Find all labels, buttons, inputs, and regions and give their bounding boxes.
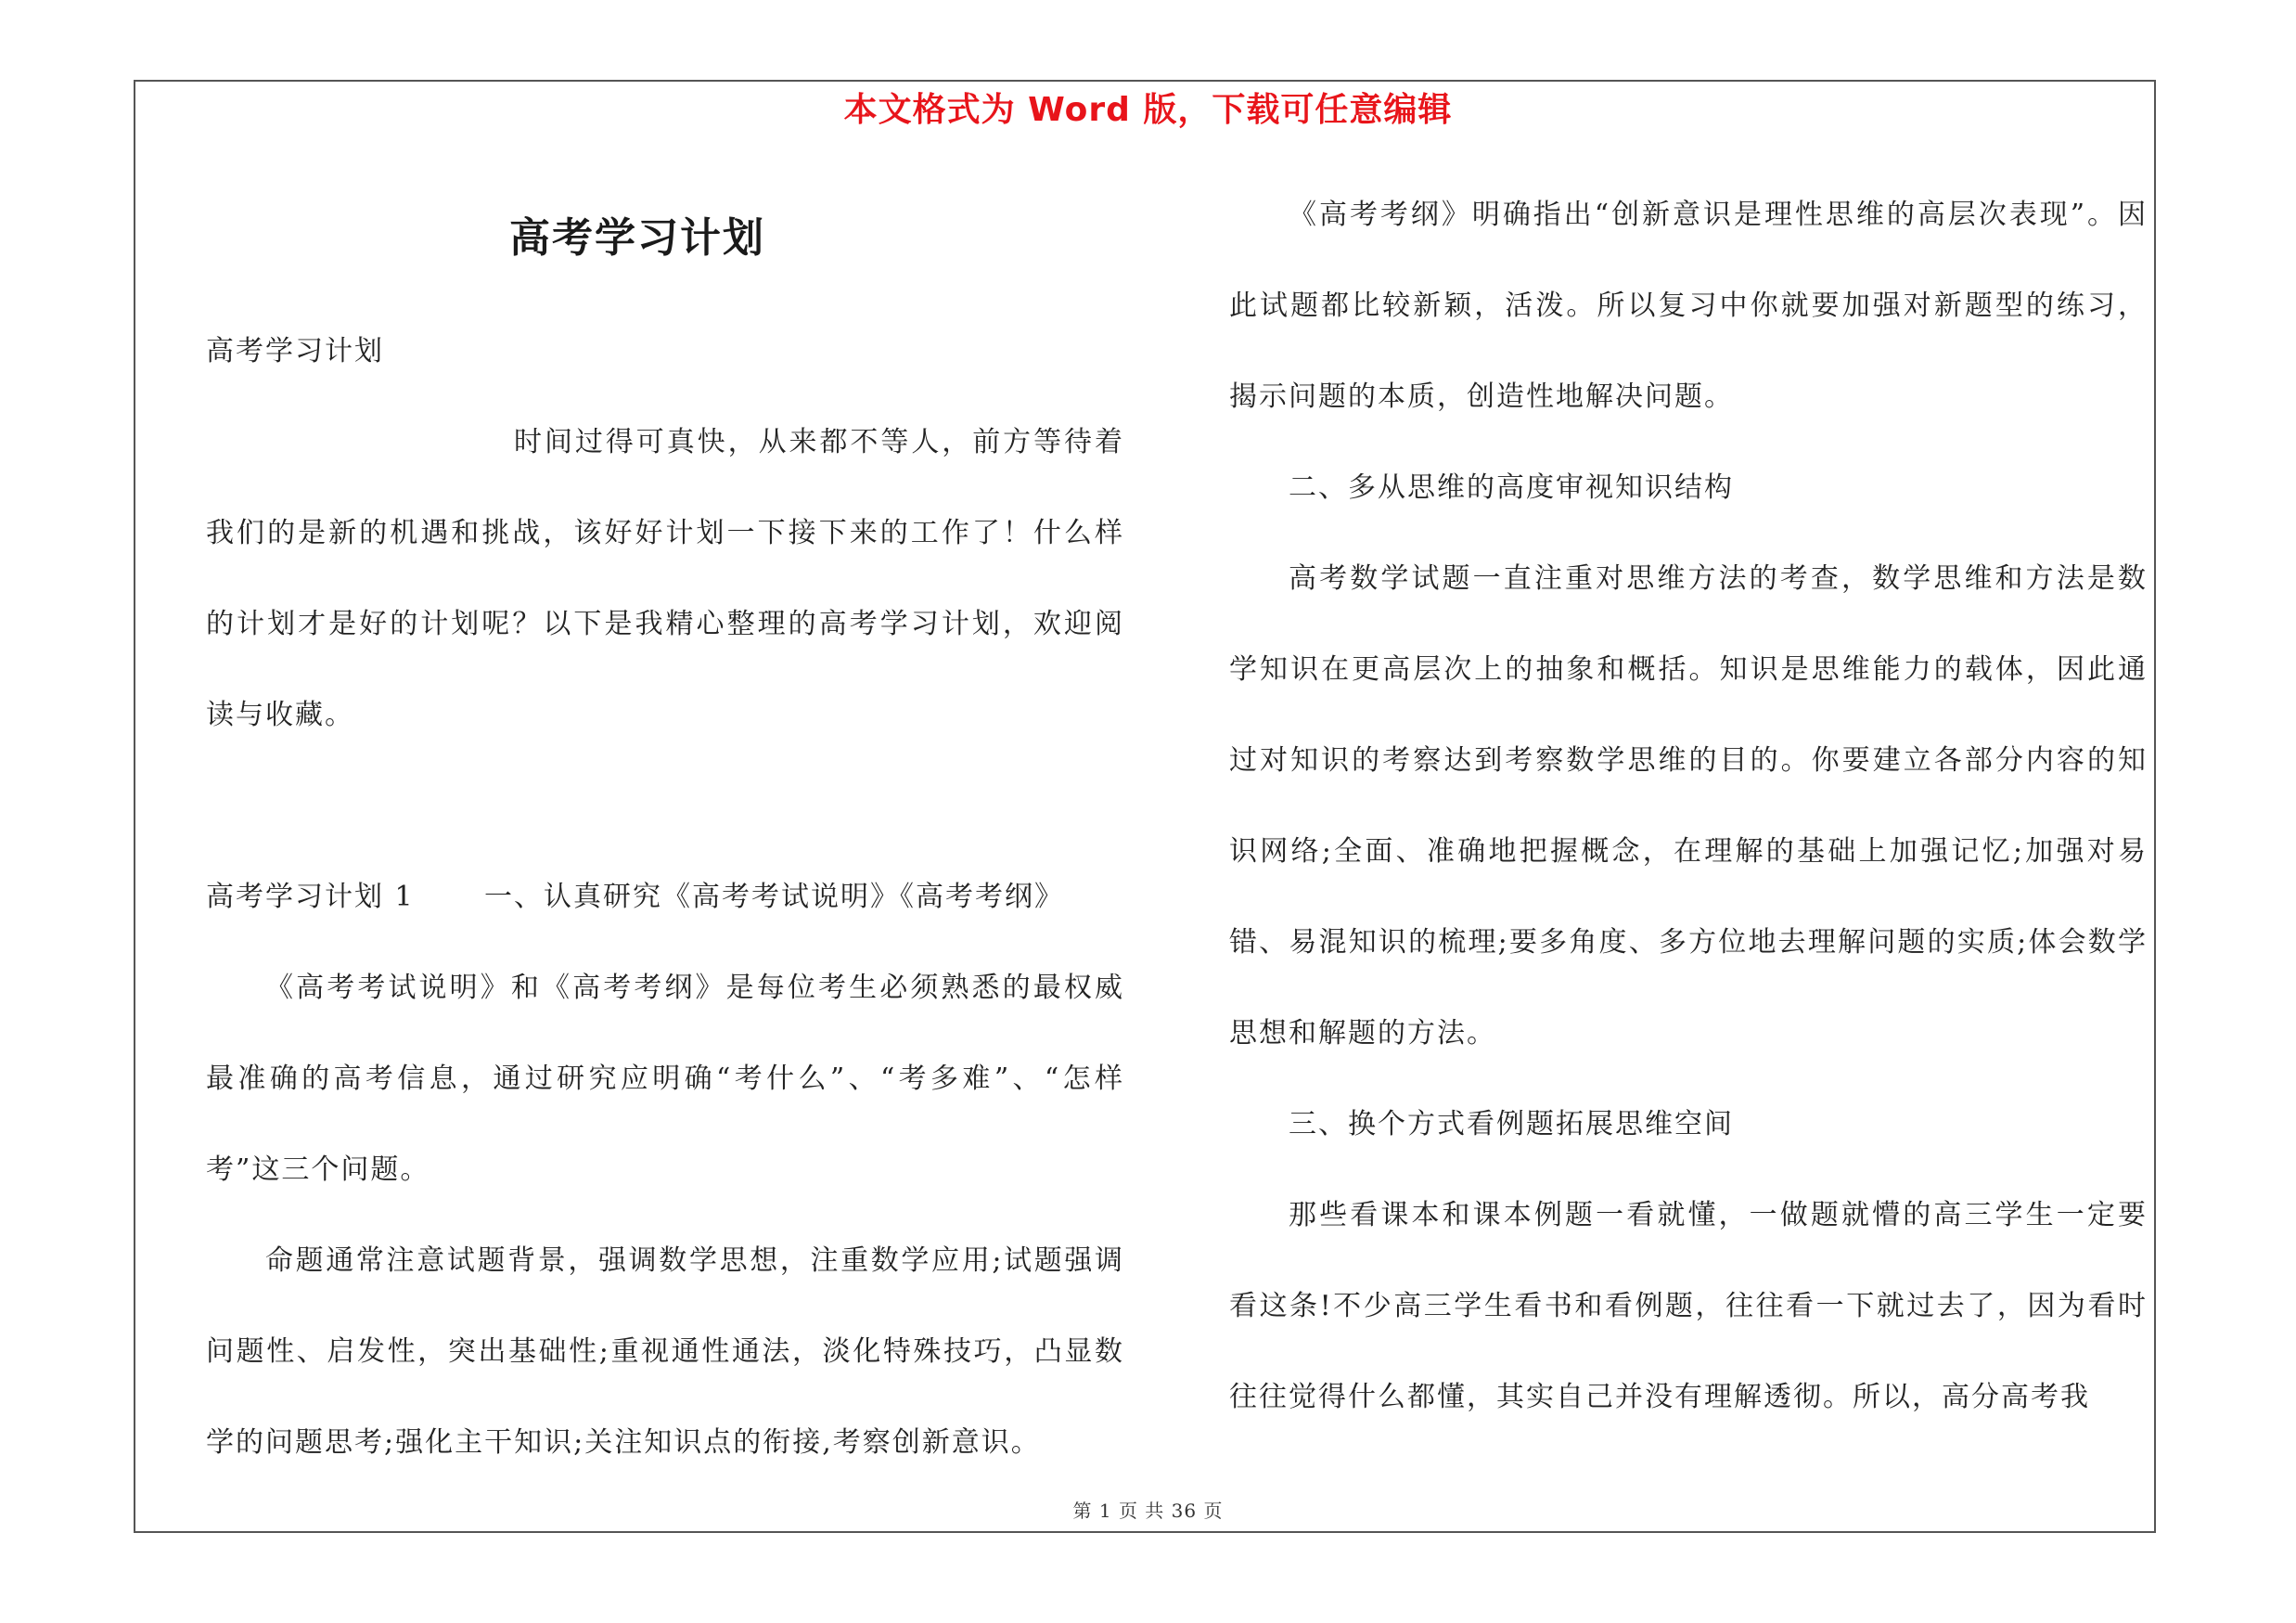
subtitle: 高考学习计划 — [206, 335, 384, 367]
paragraph: 那些看课本和课本例题一看就懂，一做题就懵的高三学生一定要看这条!不少高三学生看书和看例题，往往看一下就过去了，因为看时往往觉得什么都懂，其实自己并没有理解透彻。所以，高分高考我 — [1229, 1199, 2148, 1413]
section-heading: 三、换个方式看例题拓展思维空间 — [1289, 1108, 1734, 1140]
page-footer: 第 1 页 共 36 页 — [1072, 1500, 1224, 1522]
section-label: 高考学习计划 1 — [206, 881, 415, 913]
paragraph: 命题通常注意试题背景，强调数学思想，注重数学应用;试题强调问题性、启发性，突出基础性;重视通性通法，淡化特殊技巧，凸显数学的问题思考;强化主干知识;关注知识点的衔接,考察创新意识。 — [206, 1244, 1124, 1459]
format-banner: 本文格式为 Word 版，下载可任意编辑 — [843, 91, 1453, 129]
spacer — [206, 761, 1124, 852]
intro-paragraph: 时间过得可真快，从来都不等人，前方等待着我们的是新的机遇和挑战，该好好计划一下接下来的工作了！什么样的计划才是好的计划呢？以下是我精心整理的高考学习计划，欢迎阅读与收藏。 — [206, 426, 1124, 731]
left-column — [206, 306, 1124, 1488]
paragraph: 高考数学试题一直注重对思维方法的考查，数学思维和方法是数学知识在更高层次上的抽象和概括。知识是思维能力的载体，因此通过对知识的考察达到考察数学思维的目的。你要建立各部分内容的知识网络;全面、准确地把握概念，在理解的基础上加强记忆;加强对易错、易混知识的梳理;要多角度、多方位地去理解问题的实质;体会数学思想和解题的方法。 — [1229, 562, 2148, 1050]
right-column — [1229, 170, 2148, 1443]
section-heading-line — [206, 852, 1124, 943]
paragraph: 《高考考纲》明确指出“创新意识是理性思维的高层次表现”。因此试题都比较新颖，活泼。所以复习中你就要加强对新题型的练习，揭示问题的本质，创造性地解决问题。 — [1229, 199, 2148, 413]
section-heading: 一、认真研究《高考考试说明》《高考考纲》 — [484, 881, 1064, 913]
document-title: 高考学习计划 — [509, 214, 765, 262]
paragraph: 《高考考试说明》和《高考考纲》是每位考生必须熟悉的最权威最准确的高考信息，通过研究应明确“考什么”、“考多难”、“怎样考”这三个问题。 — [206, 972, 1124, 1186]
section-heading: 二、多从思维的高度审视知识结构 — [1289, 471, 1734, 504]
